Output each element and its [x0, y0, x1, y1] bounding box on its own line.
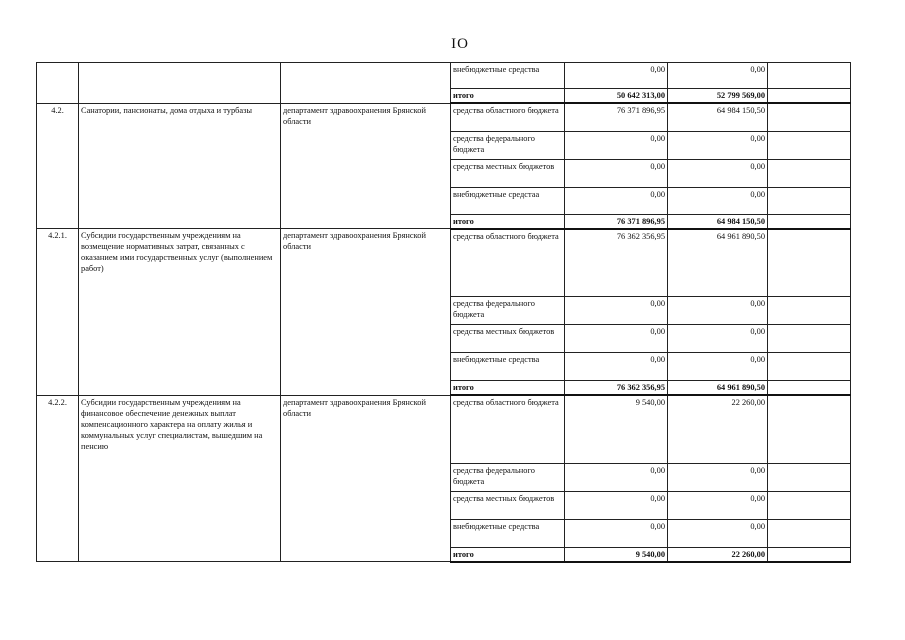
funding-source: внебюджетные средства: [451, 63, 565, 89]
item-number: [37, 63, 79, 104]
amount-year-1: 0,00: [565, 519, 668, 547]
amount-year-1: 0,00: [565, 491, 668, 519]
amount-year-2: 52 799 569,00: [668, 89, 768, 104]
empty-cell: [768, 131, 851, 159]
empty-cell: [768, 325, 851, 353]
empty-cell: [768, 159, 851, 187]
funding-source: внебюджетные средства: [451, 353, 565, 381]
funding-source: внебюджетные средства: [451, 519, 565, 547]
amount-year-2: 0,00: [668, 159, 768, 187]
amount-year-1: 0,00: [565, 463, 668, 491]
item-name: Санатории, пансионаты, дома отдыха и турбазы: [79, 103, 281, 229]
funding-source: средства местных бюджетов: [451, 159, 565, 187]
funding-source: итого: [451, 381, 565, 396]
table-row: [37, 103, 851, 131]
empty-cell: [768, 519, 851, 547]
empty-cell: [768, 229, 851, 297]
empty-cell: [768, 63, 851, 89]
amount-year-2: 64 961 890,50: [668, 229, 768, 297]
table-row: [37, 395, 851, 463]
empty-cell: [768, 187, 851, 214]
empty-cell: [768, 463, 851, 491]
funding-source: средства местных бюджетов: [451, 491, 565, 519]
budget-table-body: [37, 63, 851, 562]
amount-year-2: 0,00: [668, 491, 768, 519]
responsible-department: департамент здравоохранения Брянской области: [281, 229, 451, 396]
empty-cell: [768, 381, 851, 396]
amount-year-1: 0,00: [565, 297, 668, 325]
amount-year-2: 0,00: [668, 187, 768, 214]
empty-cell: [768, 547, 851, 562]
amount-year-1: 0,00: [565, 63, 668, 89]
responsible-department: [281, 63, 451, 104]
funding-source: средства федерального бюджета: [451, 131, 565, 159]
funding-source: средства областного бюджета: [451, 229, 565, 297]
funding-source: итого: [451, 89, 565, 104]
amount-year-1: 9 540,00: [565, 395, 668, 463]
amount-year-1: 9 540,00: [565, 547, 668, 562]
amount-year-2: 0,00: [668, 353, 768, 381]
amount-year-2: 0,00: [668, 131, 768, 159]
amount-year-2: 0,00: [668, 519, 768, 547]
empty-cell: [768, 297, 851, 325]
funding-source: внебюджетные средстаа: [451, 187, 565, 214]
amount-year-2: 64 984 150,50: [668, 214, 768, 229]
amount-year-2: 0,00: [668, 463, 768, 491]
amount-year-1: 76 362 356,95: [565, 381, 668, 396]
empty-cell: [768, 214, 851, 229]
responsible-department: департамент здравоохранения Брянской области: [281, 395, 451, 562]
amount-year-1: 76 362 356,95: [565, 229, 668, 297]
amount-year-2: 0,00: [668, 63, 768, 89]
amount-year-2: 0,00: [668, 297, 768, 325]
budget-table: [36, 62, 851, 563]
amount-year-2: 22 260,00: [668, 547, 768, 562]
item-name: Субсидии государственным учреждениям на возмещение нормативных затрат, связанных с оказанием ими государственных услуг (выполнением работ): [79, 229, 281, 396]
amount-year-1: 0,00: [565, 187, 668, 214]
amount-year-2: 0,00: [668, 325, 768, 353]
amount-year-2: 64 961 890,50: [668, 381, 768, 396]
funding-source: средства областного бюджета: [451, 395, 565, 463]
amount-year-1: 76 371 896,95: [565, 103, 668, 131]
amount-year-1: 0,00: [565, 159, 668, 187]
responsible-department: департамент здравоохранения Брянской области: [281, 103, 451, 229]
item-number: 4.2.: [37, 103, 79, 229]
empty-cell: [768, 103, 851, 131]
empty-cell: [768, 395, 851, 463]
item-number: 4.2.1.: [37, 229, 79, 396]
funding-source: средства федерального бюджета: [451, 463, 565, 491]
page-number: IO: [451, 36, 469, 52]
amount-year-1: 50 642 313,00: [565, 89, 668, 104]
amount-year-1: 0,00: [565, 325, 668, 353]
item-name: [79, 63, 281, 104]
amount-year-2: 64 984 150,50: [668, 103, 768, 131]
funding-source: средства областного бюджета: [451, 103, 565, 131]
amount-year-1: 0,00: [565, 353, 668, 381]
amount-year-1: 76 371 896,95: [565, 214, 668, 229]
item-number: 4.2.2.: [37, 395, 79, 562]
table-row: [37, 63, 851, 89]
empty-cell: [768, 353, 851, 381]
funding-source: средства федерального бюджета: [451, 297, 565, 325]
empty-cell: [768, 491, 851, 519]
funding-source: итого: [451, 214, 565, 229]
item-name: Субсидии государственным учреждениям на финансовое обеспечение денежных выплат компенсационного характера на оплату жилья и коммунальных услуг специалистам, вышедшим на пенсию: [79, 395, 281, 562]
funding-source: средства местных бюджетов: [451, 325, 565, 353]
funding-source: итого: [451, 547, 565, 562]
empty-cell: [768, 89, 851, 104]
amount-year-1: 0,00: [565, 131, 668, 159]
amount-year-2: 22 260,00: [668, 395, 768, 463]
table-row: [37, 229, 851, 297]
